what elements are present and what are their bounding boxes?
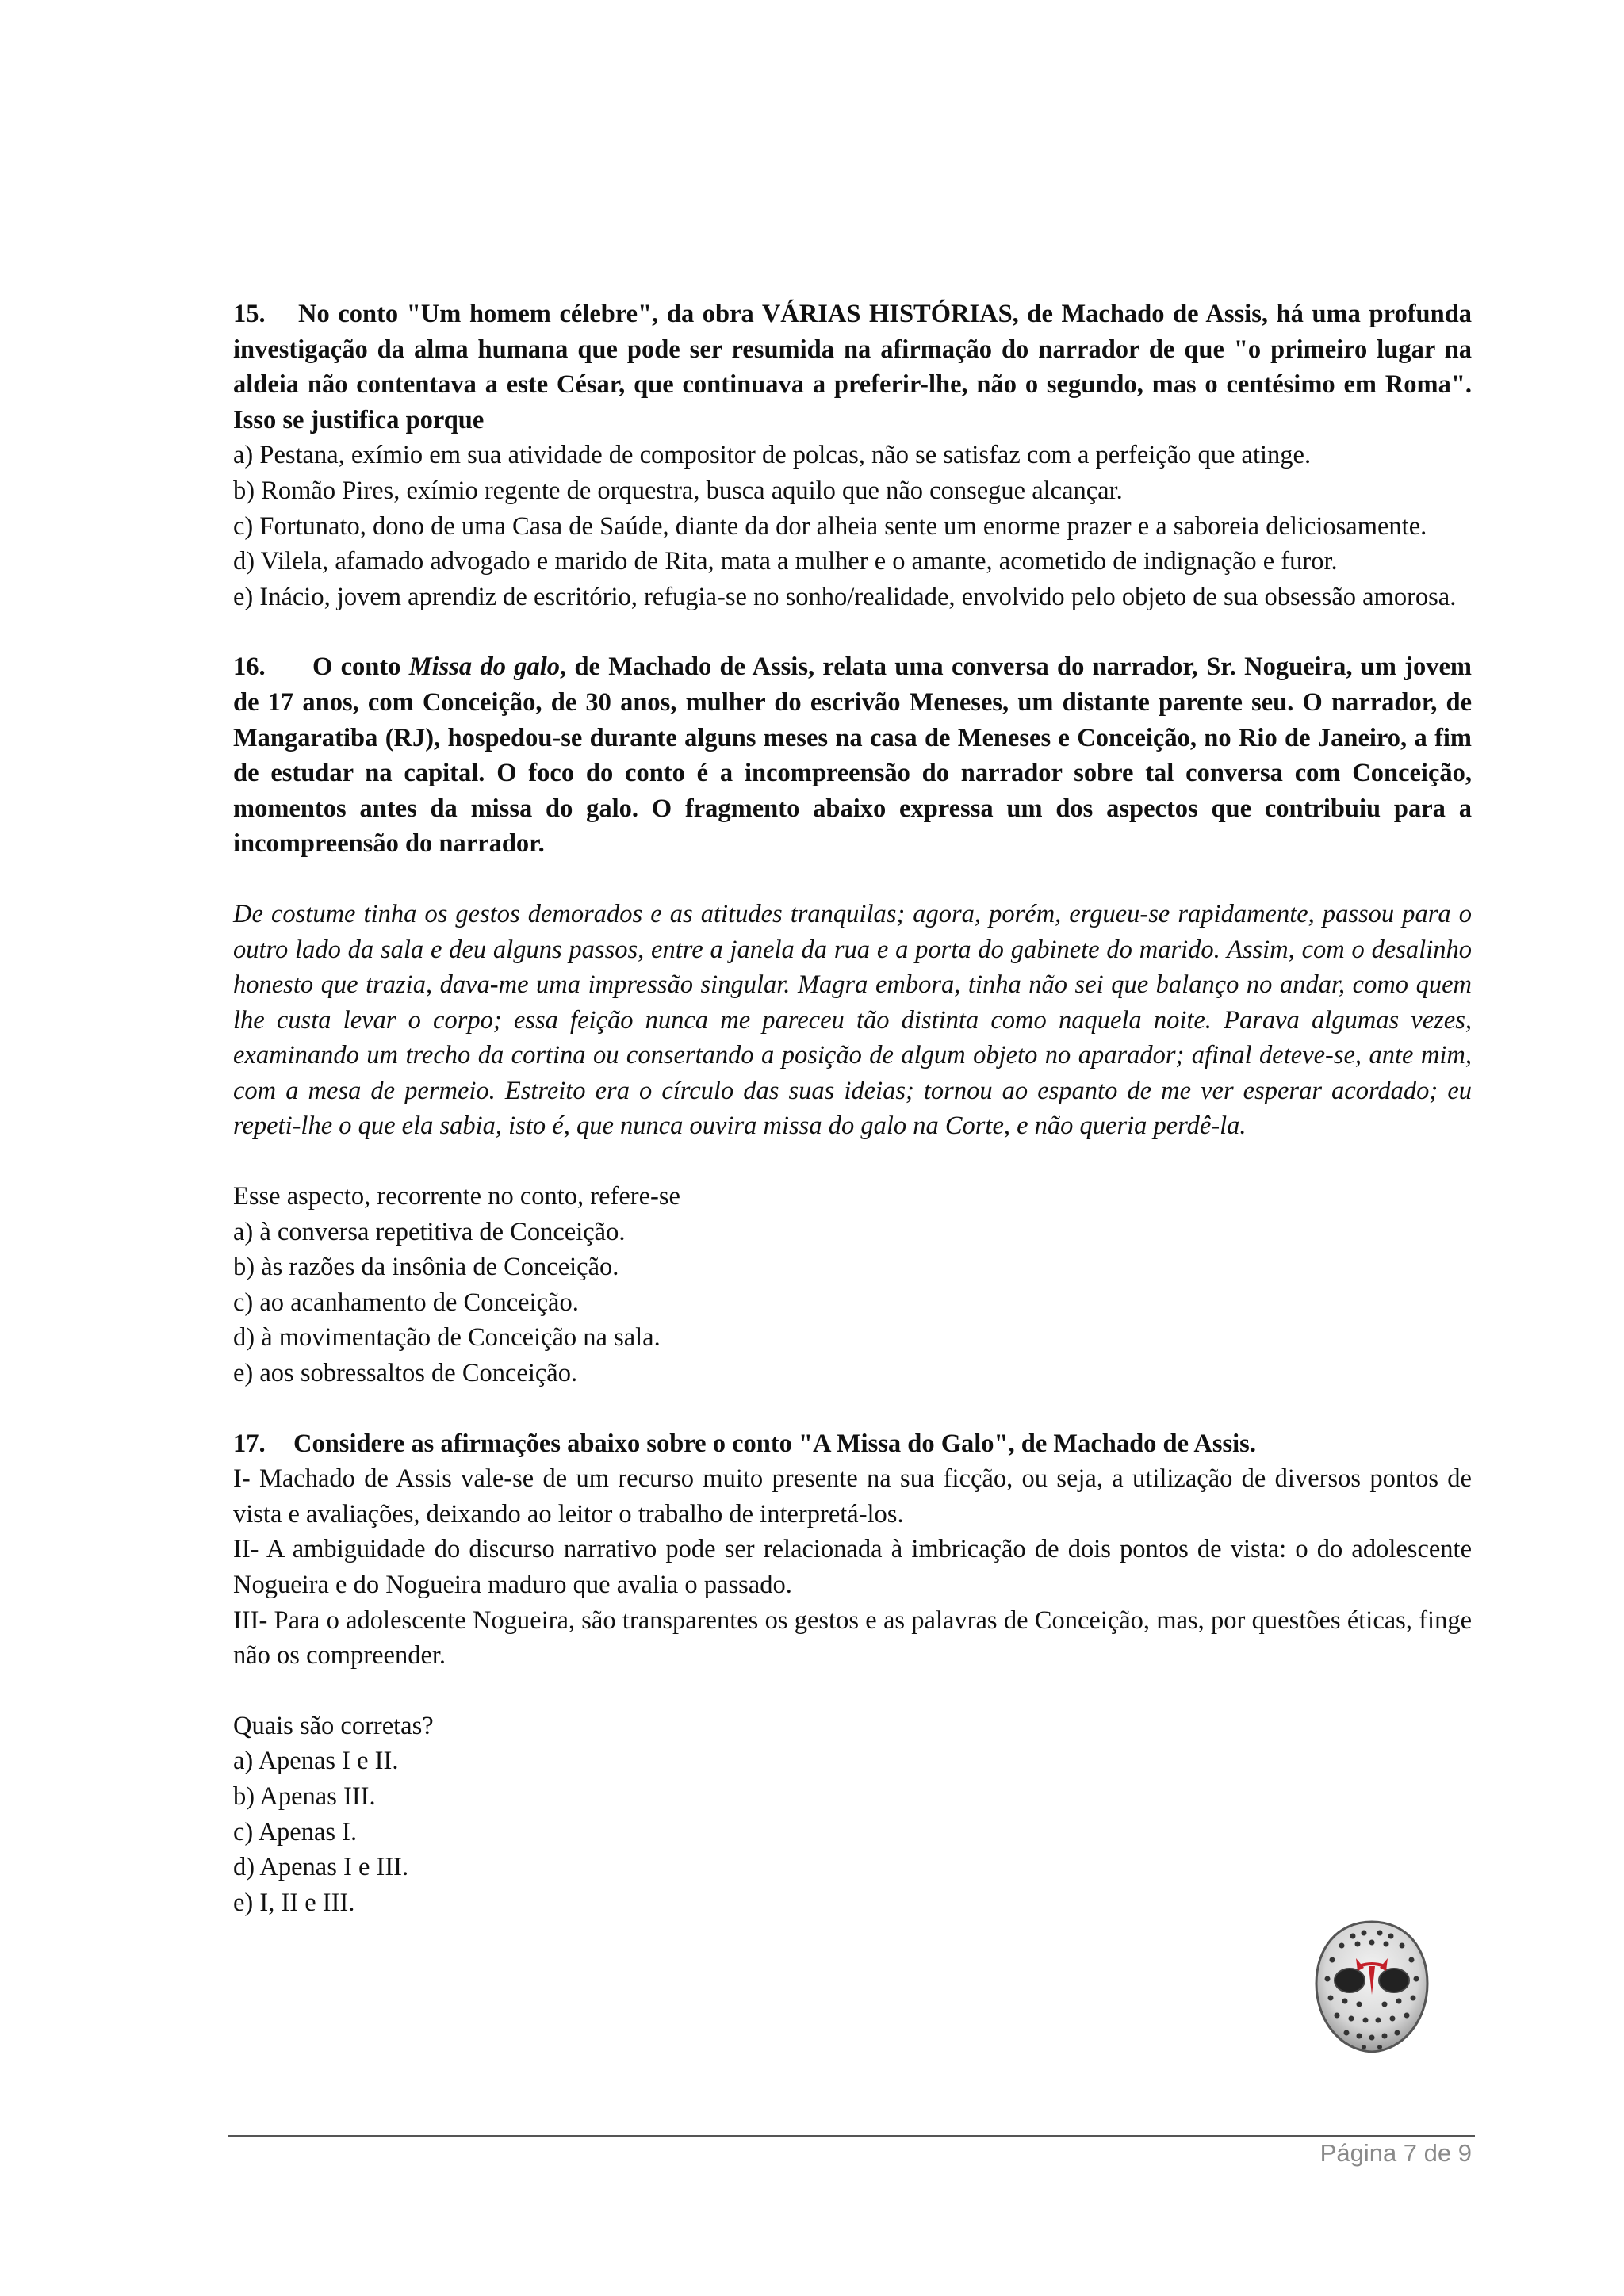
question-17-option-e: e) I, II e III. (233, 1888, 355, 1917)
question-15-option-b: b) Romão Pires, exímio regente de orquestra, busca aquilo que não consegue alcançar. (233, 476, 1123, 505)
question-17-option-a: a) Apenas I e II. (233, 1747, 399, 1776)
page-content (233, 297, 1472, 1920)
question-16-option-c: c) ao acanhamento de Conceição. (233, 1288, 579, 1317)
question-17-statement-2: II- A ambiguidade do discurso narrativo pode ser relacionada à imbricação de dois pontos de vista: o do adolescente Nogueira e do Nogueira maduro que avalia o passado. (233, 1535, 1472, 1599)
question-15-option-d: d) Vilela, afamado advogado e marido de Rita, mata a mulher e o amante, acometido de indignação e furor. (233, 547, 1338, 576)
question-17 (233, 1426, 1472, 1921)
question-16-option-e: e) aos sobressaltos de Conceição. (233, 1359, 578, 1388)
question-16-option-b: b) às razões da insônia de Conceição. (233, 1253, 619, 1282)
question-15-option-c: c) Fortunato, dono de uma Casa de Saúde, diante da dor alheia sente um enorme prazer e a saboreia deliciosamente. (233, 511, 1427, 541)
question-16-stem (233, 649, 1472, 862)
question-17-stem (233, 1426, 1472, 1462)
page-number: Página 7 de 9 (1320, 2139, 1472, 2167)
question-16-excerpt: De costume tinha os gestos demorados e as atitudes tranquilas; agora, porém, ergueu-se rapidamente, passou para o outro lado da sala e deu alguns passos, entre a janela da rua e a porta do gabinete do marido. Assim, com o desalinho honesto que trazia, dava-me uma impressão singular. Magra embora, tinha não sei que balanço no andar, como quem lhe custa levar o corpo; essa feição nunca me pareceu tão distinta como naquela noite. Parava algumas vezes, examinando um trecho da cortina ou consertando a posição de algum objeto no aparador; afinal deteve-se, ante mim, com a mesa de permeio. Estreito era o círculo das suas ideias; tornou ao espanto de me ver esperar acordado; eu repeti-lhe o que ela sabia, isto é, que nunca ouvira missa do galo na Corte, e não queria perdê-la. (233, 899, 1472, 1141)
question-16-number: 16. (233, 652, 266, 682)
question-15-option-a: a) Pestana, exímio em sua atividade de compositor de polcas, não se satisfaz com a perfeição que atinge. (233, 441, 1312, 470)
question-16-option-d: d) à movimentação de Conceição na sala. (233, 1323, 661, 1353)
question-16-text-before: O conto (312, 652, 409, 682)
question-16 (233, 649, 1472, 1391)
footer-divider (228, 2135, 1475, 2137)
question-15-stem (233, 297, 1472, 438)
question-17-option-b: b) Apenas III. (233, 1781, 376, 1811)
question-17-statement-1: I- Machado de Assis vale-se de um recurso muito presente na sua ficção, ou seja, a utilização de diversos pontos de vista e avaliações, deixando ao leitor o trabalho de interpretá-los. (233, 1464, 1472, 1529)
question-17-option-d: d) Apenas I e III. (233, 1853, 409, 1882)
question-17-text: Considere as afirmações abaixo sobre o conto "A Missa do Galo", de Machado de Assis. (293, 1429, 1256, 1458)
question-17-option-c: c) Apenas I. (233, 1817, 358, 1846)
question-15 (233, 297, 1472, 614)
question-16-option-a: a) à conversa repetitiva de Conceição. (233, 1217, 626, 1246)
hockey-mask-icon (1308, 1919, 1435, 2055)
question-16-prompt: Esse aspecto, recorrente no conto, refere-se (233, 1182, 680, 1211)
question-17-number: 17. (233, 1429, 266, 1458)
question-17-prompt: Quais são corretas? (233, 1711, 434, 1740)
question-16-text-after: , de Machado de Assis, relata uma conversa do narrador, Sr. Nogueira, um jovem de 17 anos, com Conceição, de 30 anos, mulher do escrivão Meneses, um distante parente seu. O narrador, de Mangaratiba (RJ), hospedou-se durante alguns meses na casa de Meneses e Conceição, no Rio de Janeiro, a fim de estudar na capital. O foco do conto é a incompreensão do narrador sobre tal conversa com Conceição, momentos antes da missa do galo. O fragmento abaixo expressa um dos aspectos que contribuiu para a incompreensão do narrador. (233, 652, 1472, 859)
question-15-number: 15. (233, 300, 266, 328)
question-15-option-e: e) Inácio, jovem aprendiz de escritório, refugia-se no sonho/realidade, envolvido pelo objeto de sua obsessão amorosa. (233, 582, 1457, 611)
question-16-story-title: Missa do galo (408, 652, 561, 682)
question-17-statement-3: III- Para o adolescente Nogueira, são transparentes os gestos e as palavras de Conceição, mas, por questões éticas, finge não os compreender. (233, 1605, 1472, 1670)
question-15-text: No conto "Um homem célebre", da obra VÁRIAS HISTÓRIAS, de Machado de Assis, há uma profunda investigação da alma humana que pode ser resumida na afirmação do narrador de que "o primeiro lugar na aldeia não contentava a este César, que continuava a preferir-lhe, não o segundo, mas o centésimo em Roma". Isso se justifica porque (233, 300, 1472, 434)
